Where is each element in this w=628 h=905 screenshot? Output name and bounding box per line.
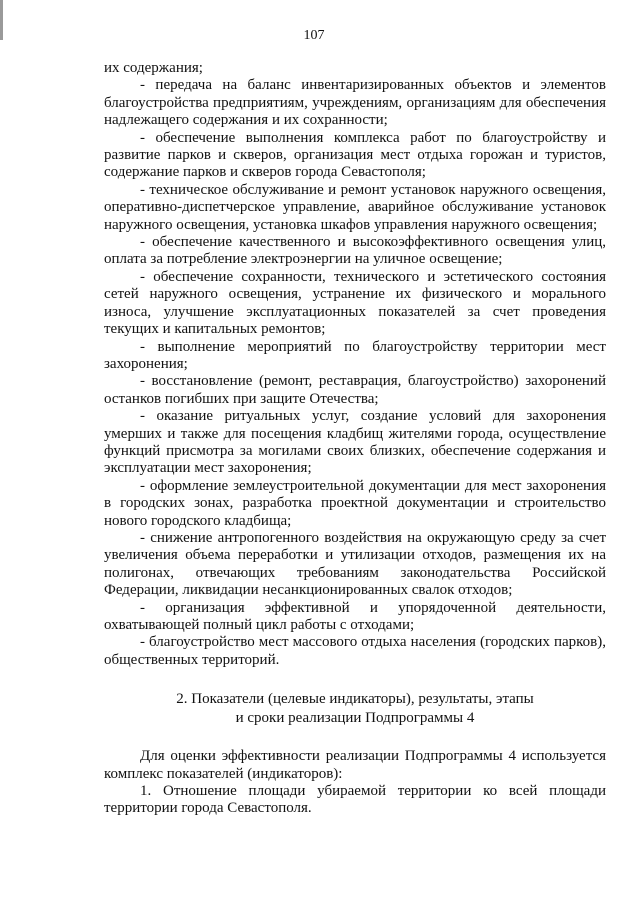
list-item: - организация эффективной и упорядоченной деятельности, охватывающей полный цикл работы с отходами; [104, 599, 606, 633]
list-item: - оказание ритуальных услуг, создание условий для захоронения умерших и также для посещения кладбищ жителями города, осуществление функций присмотра за могилами своих близких, обеспечение содержания и эксплуатации мест захоронения; [104, 408, 606, 477]
numbered-paragraph: 1. Отношение площади убираемой территории ко всей площади территории города Севастополя. [104, 783, 606, 817]
paragraph: Для оценки эффективности реализации Подпрограммы 4 используется комплекс показателей (индикаторов): [104, 748, 606, 782]
paragraph-continuation: их содержания; [104, 60, 203, 76]
section-heading-line: 2. Показатели (целевые индикаторы), результаты, этапы [176, 691, 534, 708]
document-body [104, 60, 606, 818]
list-item: - обеспечение сохранности, технического и эстетического состояния сетей наружного освещения, устранение их физического и морального износа, улучшение эксплуатационных показателей за счет проведения текущих и капитальных ремонтов; [104, 268, 606, 338]
list-item: - снижение антропогенного воздействия на окружающую среду за счет увеличения объема переработки и утилизации отходов, размещения их на полигонах, отвечающих требованиям законодательства Российской Федерации, ликвидации несанкционированных свалок отходов; [104, 529, 606, 599]
list-item: - благоустройство мест массового отдыха населения (городских парков), общественных территорий. [104, 634, 606, 668]
list-item: - выполнение мероприятий по благоустройству территории мест захоронения; [104, 338, 606, 372]
section-heading-line: и сроки реализации Подпрограммы 4 [235, 710, 475, 727]
list-item: - передача на баланс инвентаризированных объектов и элементов благоустройства предприятиям, учреждениям, организациям для обеспечения надлежащего содержания и их сохранности; [104, 77, 606, 129]
page-number: 107 [303, 28, 325, 43]
list-item: - обеспечение выполнения комплекса работ по благоустройству и развитие парков и скверов, организация мест отдыха горожан и туристов, содержание парков и скверов города Севастополя; [104, 129, 606, 181]
list-item: - техническое обслуживание и ремонт установок наружного освещения, оперативно-диспетчерское управление, аварийное обслуживание установок наружного освещения, установка шкафов управления наружного освещения; [104, 181, 606, 233]
section-heading [104, 690, 606, 728]
list-item: - обеспечение качественного и высокоэффективного освещения улиц, оплата за потребление электроэнергии на уличное освещение; [104, 234, 606, 268]
list-item: - восстановление (ремонт, реставрация, благоустройство) захоронений останков погибших при защите Отечества; [104, 373, 606, 407]
list-item: - оформление землеустроительной документации для мест захоронения в городских зонах, разработка проектной документации и строительство нового городского кладбища; [104, 477, 606, 529]
